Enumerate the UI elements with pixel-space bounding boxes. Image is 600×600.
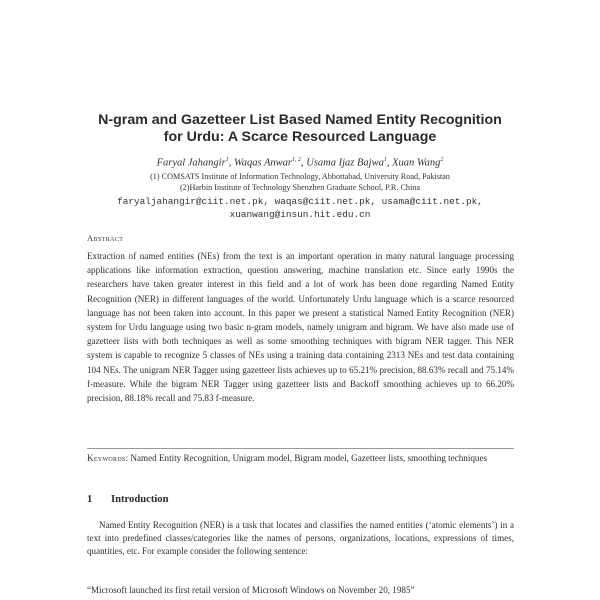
keywords-label: Keywords bbox=[87, 453, 126, 463]
title-line-2: for Urdu: A Scarce Resourced Language bbox=[163, 129, 437, 145]
affiliation-1: (1) COMSATS Institute of Information Technology, Abbottabad, University Road, Pakistan bbox=[150, 172, 450, 181]
emails-line-1: faryaljahangir@ciit.net.pk, waqas@ciit.net.pk, usama@ciit.net.pk, bbox=[117, 196, 483, 207]
example-sentence: “Microsoft launched its first retail version of Microsoft Windows on November 20, 1985” bbox=[87, 585, 415, 595]
section-heading-introduction bbox=[87, 494, 169, 505]
author-name: Waqas Anwar bbox=[233, 157, 292, 169]
affiliation-2: (2)Harbin Institute of Technology Shenzhen Graduate School, P.R. China bbox=[179, 183, 421, 192]
author-name: Usama Ijaz Bajwa bbox=[306, 157, 384, 169]
author-affiliation-mark: 2 bbox=[440, 157, 444, 163]
paper-title bbox=[60, 112, 540, 146]
abstract-heading: Abstract bbox=[87, 233, 124, 243]
introduction-paragraph: Named Entity Recognition (NER) is a task that locates and classifies the named entities (‘atomic elements’) in a text into predefined classes/categories like the names of persons, organizations, locations, expressions of times, quantities, etc. For example consider the following sentence: bbox=[87, 520, 514, 556]
author-name: Xuan Wang bbox=[392, 157, 441, 169]
keywords-text: : Named Entity Recognition, Unigram model, Bigram model, Gazetteer lists, smoothing techniques bbox=[125, 453, 488, 463]
abstract-text: Extraction of named entities (NEs) from the text is an important operation in many natural language processing applications like information extraction, question answering, machine translation etc. Since early 1990s the researchers have taken greater interest in this field and a lot of work has been done regarding Named Entity Recognition (NER) in different languages of the world. Unfortunately Urdu language which is a scarce resourced language has not been taken into account. In this paper we present a statistical Named Entity Recognition (NER) system for Urdu language using two basic n-gram models, namely unigram and bigram. We have also made use of gazetteer lists with both techniques as well as some smoothing techniques with bigram NER tagger. This NER system is capable to recognize 5 classes of NEs using a training data containing 2313 NEs and test data containing 104 NEs. The unigram NER Tagger using gazetteer lists achieves up to 65.21% precision, 88.63% recall and 75.14% f-measure. While the bigram NER Tagger using gazetteer lists and Backoff smoothing achieves up to 66.20% precision, 88.18% recall and 75.83 f-measure. bbox=[87, 251, 514, 404]
author-name: Faryal Jahangir bbox=[156, 157, 226, 169]
author-affiliation-mark: 1 bbox=[225, 157, 229, 163]
keywords-block bbox=[87, 452, 514, 465]
section-title: Introduction bbox=[111, 494, 169, 505]
emails-line-2: xuanwang@insun.hit.edu.cn bbox=[229, 209, 371, 220]
author-affiliation-mark: 1, 2 bbox=[292, 157, 301, 163]
author-affiliation-mark: 1 bbox=[383, 157, 387, 163]
keywords-divider bbox=[87, 448, 514, 449]
author-list: Faryal Jahangir$^1$, Waqas Anwar$^{1, 2}$, Usama Ijaz Bajwa$^1$, Xuan Wang$^2$ bbox=[156, 157, 444, 169]
title-line-1: N-gram and Gazetteer List Based Named Entity Recognition bbox=[98, 112, 502, 128]
author-emails bbox=[80, 195, 520, 221]
section-number: 1 bbox=[87, 494, 93, 505]
